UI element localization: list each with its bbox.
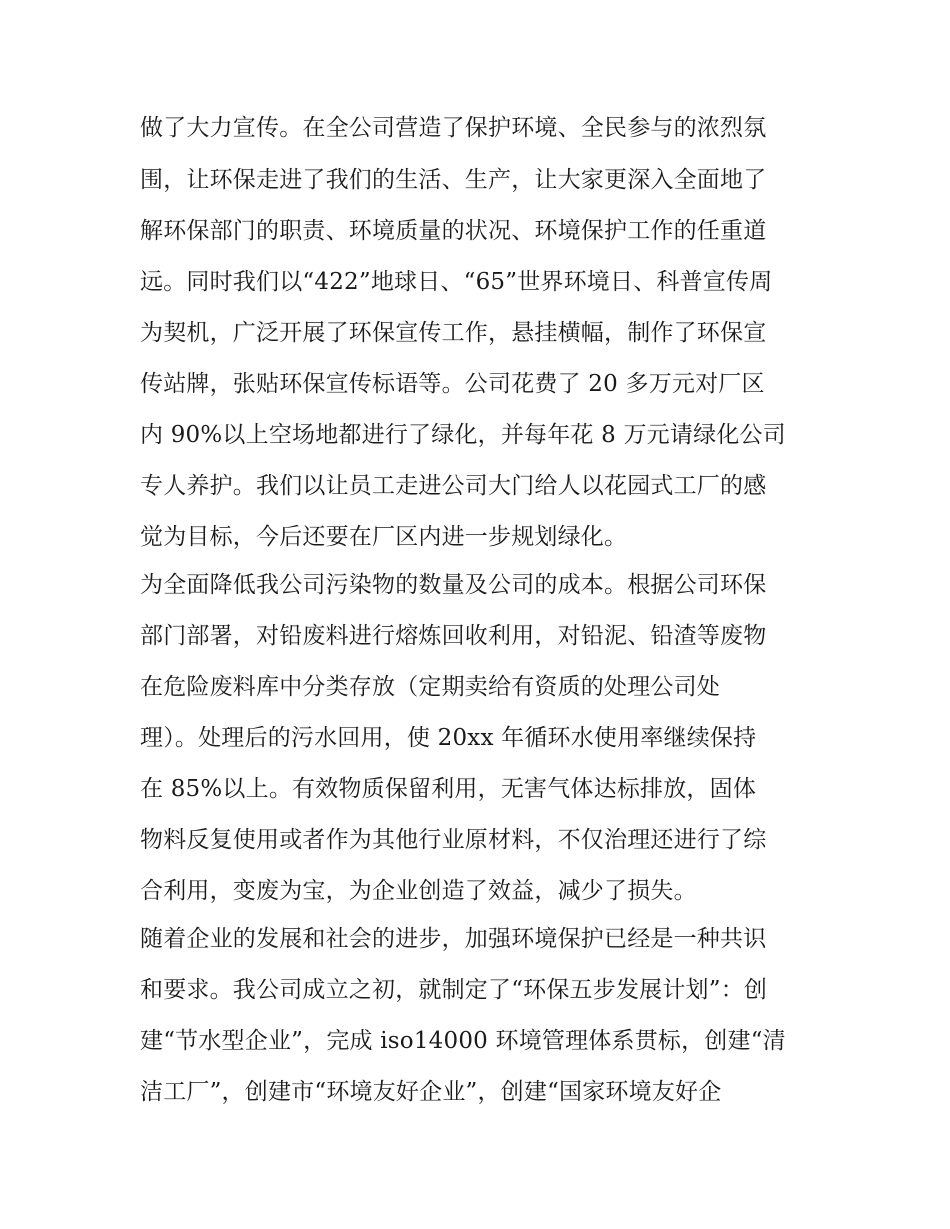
text-line: 理）。处理后的污水回用，使 20xx 年循环水使用率继续保持 [140,725,757,751]
text-line: 围，让环保走进了我们的生活、生产，让大家更深入全面地了 [140,167,767,193]
text-line: 和要求。我公司成立之初，就制定了“环保五步发展计划”：创 [140,977,768,1003]
text-line: 做了大力宣传。在全公司营造了保护环境、全民参与的浓烈氛 [140,115,767,141]
text-line: 在危险废料库中分类存放（定期卖给有资质的处理公司处 [140,674,720,700]
text-line: 远。同时我们以“422”地球日、“65”世界环境日、科普宣传周 [140,269,773,295]
text-line: 为全面降低我公司污染物的数量及公司的成本。根据公司环保 [140,572,767,598]
text-line: 在 85%以上。有效物质保留利用，无害气体达标排放，固体 [140,776,757,802]
text-line: 解环保部门的职责、环境质量的状况、环境保护工作的任重道 [140,218,767,244]
text-line: 洁工厂”，创建市“环境友好企业”，创建“国家环境友好企 [140,1079,722,1105]
text-line: 内 90%以上空场地都进行了绿化，并每年花 8 万元请绿化公司 [140,422,786,448]
text-line: 随着企业的发展和社会的进步，加强环境保护已经是一种共识 [140,926,767,952]
text-line: 合利用，变废为宝，为企业创造了效益，减少了损失。 [140,878,697,904]
text-line: 为契机，广泛开展了环保宣传工作，悬挂横幅，制作了环保宣 [140,320,767,346]
text-line: 物料反复使用或者作为其他行业原材料，不仅治理还进行了综 [140,827,767,853]
text-line: 建“节水型企业”，完成 iso14000 环境管理体系贯标，创建“清 [140,1028,786,1054]
text-line: 传站牌，张贴环保宣传标语等。公司花费了 20 多万元对厂区 [140,371,765,397]
text-line: 专人养护。我们以让员工走进公司大门给人以花园式工厂的感 [140,473,767,499]
text-line: 部门部署，对铅废料进行熔炼回收利用，对铅泥、铅渣等废物 [140,623,767,649]
text-line: 觉为目标，今后还要在厂区内进一步规划绿化。 [140,524,628,550]
